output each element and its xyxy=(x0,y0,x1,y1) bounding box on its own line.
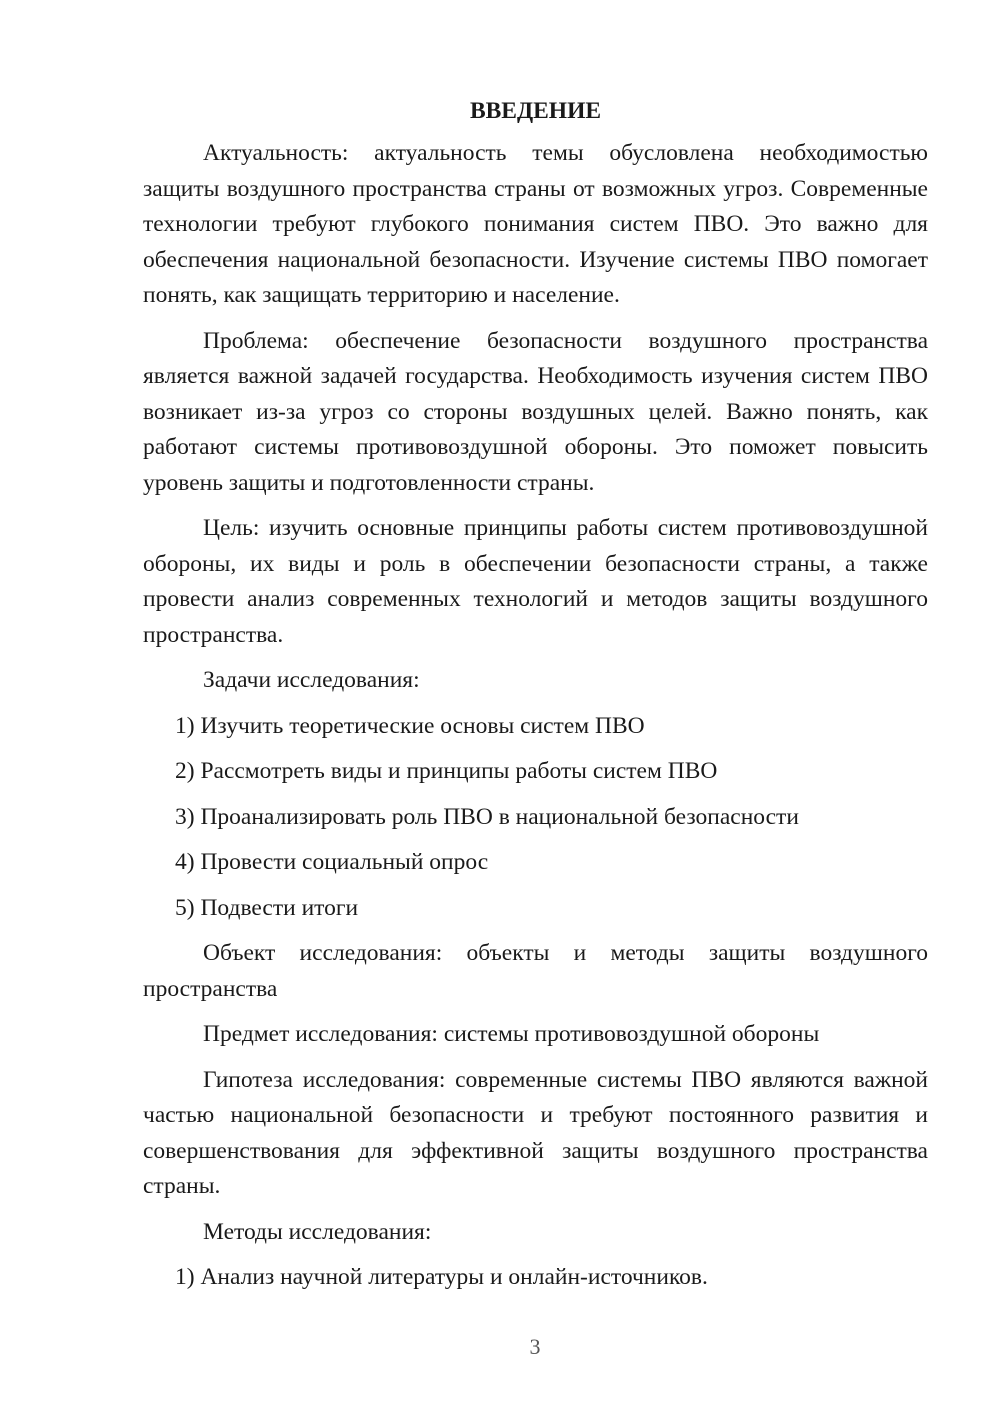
page-content xyxy=(143,96,928,1306)
problem-paragraph: Проблема: обеспечение безопасности воздушного пространства является важной задачей государства. Необходимость изучения систем ПВО возникает из-за угроз со стороны воздушных целей. Важно понять, как работают системы противовоздушной обороны. Это поможет повысить уровень защиты и подготовленности страны. xyxy=(143,327,928,496)
page-number: 3 xyxy=(529,1334,541,1359)
relevance-paragraph: Актуальность: актуальность темы обусловлена необходимостью защиты воздушного пространства страны от возможных угроз. Современные технологии требуют глубокого понимания систем ПВО. Это важно для обеспечения национальной безопасности. Изучение системы ПВО помогает понять, как защищать территорию и население. xyxy=(143,140,928,308)
tasks-heading: Задачи исследования: xyxy=(203,667,420,693)
section-title: ВВЕДЕНИЕ xyxy=(469,98,602,124)
list-item: 1) Изучить теоретические основы систем ПВО xyxy=(175,712,645,739)
object-paragraph: Объект исследования: объекты и методы защиты воздушного пространства xyxy=(143,940,928,1002)
methods-heading: Методы исследования: xyxy=(203,1218,432,1245)
tasks-list xyxy=(143,709,928,927)
list-item: 3) Проанализировать роль ПВО в национальной безопасности xyxy=(175,803,799,830)
list-item: 4) Провести социальный опрос xyxy=(175,849,489,875)
list-item: 1) Анализ научной литературы и онлайн-источников. xyxy=(175,1264,708,1290)
list-item: 2) Рассмотреть виды и принципы работы систем ПВО xyxy=(175,758,718,784)
goal-paragraph: Цель: изучить основные принципы работы систем противовоздушной обороны, их виды и роль в обеспечении безопасности страны, а также провести анализ современных технологий и методов защиты воздушного пространства. xyxy=(143,515,928,648)
hypothesis-paragraph: Гипотеза исследования: современные системы ПВО являются важной частью национальной безопасности и требуют постоянного развития и совершенствования для эффективной защиты воздушного пространства страны. xyxy=(143,1066,928,1199)
methods-list xyxy=(143,1260,928,1296)
list-item: 5) Подвести итоги xyxy=(175,894,359,921)
subject-paragraph: Предмет исследования: системы противовоздушной обороны xyxy=(203,1021,820,1047)
